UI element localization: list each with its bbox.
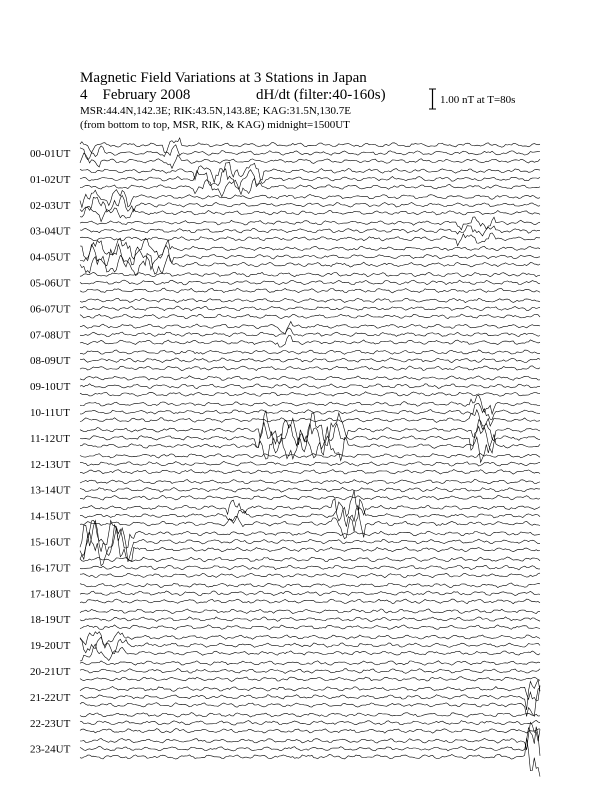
trace-rik — [80, 423, 540, 455]
trace-msr — [80, 677, 540, 682]
trace-kag — [80, 238, 540, 260]
trace-rik — [80, 669, 540, 674]
trace-rik — [80, 461, 540, 466]
station-coordinates: MSR:44.4N,142.3E; RIK:43.5N,143.8E; KAG:31.5N,130.7E — [80, 105, 352, 117]
hour-labels — [30, 148, 71, 756]
hour-label: 01-02UT — [30, 173, 71, 186]
trace-kag — [80, 395, 540, 414]
trace-rik — [80, 720, 540, 725]
trace-msr — [80, 729, 540, 734]
trace-rik — [80, 487, 540, 492]
trace-msr — [80, 470, 540, 475]
trace-msr — [80, 688, 540, 717]
hour-label: 05-06UT — [30, 277, 71, 290]
hour-label: 11-12UT — [30, 432, 70, 445]
trace-kag — [80, 411, 540, 446]
hour-label: 03-04UT — [30, 225, 71, 238]
hour-label: 14-15UT — [30, 510, 71, 523]
trace-kag — [80, 162, 540, 182]
hour-label: 02-03UT — [30, 199, 71, 212]
trace-msr — [80, 495, 540, 500]
hour-label: 21-22UT — [30, 691, 71, 704]
trace-rik — [80, 226, 540, 236]
hour-label: 09-10UT — [30, 381, 71, 394]
hour-label: 00-01UT — [30, 148, 71, 160]
trace-msr — [80, 625, 540, 630]
hour-label: 06-07UT — [30, 303, 71, 316]
trace-msr — [80, 335, 540, 347]
hour-label: 12-13UT — [30, 458, 71, 471]
hour-label: 07-08UT — [30, 329, 71, 342]
trace-kag — [80, 322, 540, 335]
hour-label: 08-09UT — [30, 355, 71, 368]
plot-parameter: dH/dt (filter:40-160s) — [256, 87, 386, 103]
hour-label: 20-21UT — [30, 666, 71, 678]
trace-kag — [80, 609, 540, 614]
trace-kag — [80, 583, 540, 588]
trace-kag — [80, 376, 540, 381]
trace-msr — [80, 288, 540, 293]
trace-rik — [80, 617, 540, 622]
hour-label: 18-19UT — [30, 614, 71, 627]
trace-rik — [80, 384, 540, 389]
trace-kag — [80, 190, 540, 208]
trace-rik — [80, 280, 540, 285]
hour-label: 19-20UT — [30, 640, 71, 653]
trace-rik — [80, 499, 540, 531]
trace-rik — [80, 328, 540, 337]
trace-rik — [80, 521, 540, 562]
trace-msr — [80, 392, 540, 396]
trace-rik — [80, 145, 540, 160]
trace-msr — [80, 599, 540, 604]
trace-kag — [80, 272, 540, 277]
trace-rik — [80, 637, 540, 654]
scale-label: 1.00 nT at T=80s — [440, 94, 516, 106]
trace-kag — [80, 454, 540, 459]
trace-rik — [80, 727, 540, 756]
trace-msr — [80, 573, 540, 578]
trace-rik — [80, 358, 540, 363]
traces — [80, 138, 540, 777]
trace-rik — [80, 306, 540, 311]
trace-msr — [80, 738, 540, 777]
trace-rik — [80, 244, 540, 269]
station-order-note: (from bottom to top, MSR, RIK, & KAG) midnight=1500UT — [80, 119, 350, 131]
trace-kag — [80, 722, 540, 750]
hour-label: 13-14UT — [30, 484, 71, 497]
trace-kag — [80, 685, 540, 701]
trace-msr — [80, 233, 540, 246]
trace-kag — [80, 632, 540, 646]
hour-label: 16-17UT — [30, 562, 71, 575]
hour-label: 17-18UT — [30, 588, 71, 601]
trace-kag — [80, 138, 540, 153]
hour-label: 23-24UT — [30, 743, 71, 756]
trace-kag — [80, 479, 540, 484]
trace-kag — [80, 557, 540, 562]
trace-msr — [80, 153, 540, 168]
hour-label: 15-16UT — [30, 536, 71, 549]
trace-rik — [80, 680, 540, 710]
trace-msr — [80, 366, 540, 371]
hour-label: 04-05UT — [30, 251, 71, 264]
trace-kag — [80, 520, 540, 548]
trace-kag — [80, 217, 540, 230]
plot-title: Magnetic Field Variations at 3 Stations in Japan — [80, 70, 367, 86]
hour-label: 10-11UT — [30, 407, 70, 419]
plot-date: 4 February 2008 — [80, 87, 191, 103]
hour-label: 22-23UT — [30, 717, 71, 730]
trace-rik — [80, 404, 540, 420]
trace-kag — [80, 350, 540, 355]
trace-msr — [80, 207, 540, 222]
trace-rik — [80, 565, 540, 570]
trace-msr — [80, 314, 540, 319]
trace-kag — [80, 298, 540, 302]
trace-msr — [80, 178, 540, 196]
trace-kag — [80, 713, 540, 718]
trace-kag — [80, 661, 540, 665]
trace-msr — [80, 427, 540, 463]
trace-rik — [80, 591, 540, 596]
